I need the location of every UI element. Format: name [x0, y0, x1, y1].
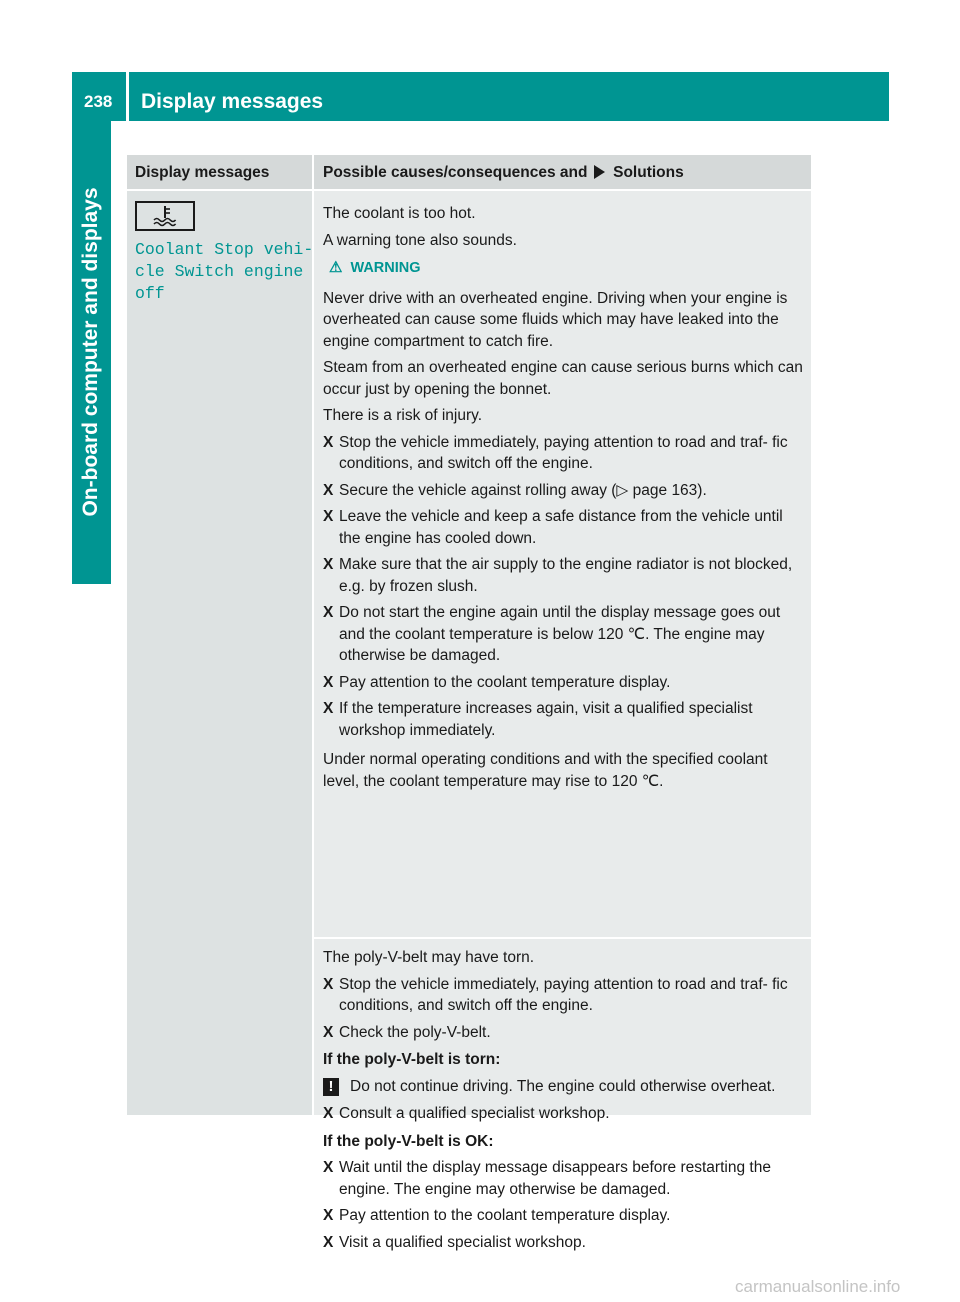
step-x-icon: X	[323, 673, 334, 691]
instruction-step	[323, 432, 805, 475]
instruction-step	[323, 1232, 805, 1254]
instruction-step	[323, 672, 805, 694]
step-x-icon: X	[323, 481, 334, 499]
instruction-step	[323, 698, 805, 741]
column-header-solutions	[314, 155, 811, 189]
column-header-prefix: Possible causes/consequences and	[323, 164, 588, 181]
warning-text: Steam from an overheated engine can cause serious burns which can occur just by opening the bonnet.	[323, 359, 803, 398]
paragraph: The coolant is too hot.	[323, 205, 476, 222]
message-line: cle Switch engine	[135, 262, 304, 281]
play-triangle-icon	[594, 165, 605, 179]
step-text: Pay attention to the coolant temperature display.	[339, 1207, 671, 1224]
solution-cell-belt-content	[314, 939, 811, 1251]
section-side-tab-label: On-board computer and displays	[79, 187, 102, 517]
instruction-step	[323, 1022, 805, 1044]
step-text: If the temperature increases again, visit a qualified specialist workshop immediately.	[339, 700, 753, 739]
display-message-text	[135, 239, 313, 305]
instruction-step	[323, 974, 805, 1017]
step-text: Make sure that the air supply to the engine radiator is not blocked, e.g. by frozen slush.	[339, 556, 793, 595]
step-text: Leave the vehicle and keep a safe distance from the vehicle until the engine has cooled down.	[339, 508, 783, 547]
subheading: If the poly-V-belt is torn:	[323, 1051, 501, 1068]
instruction-step	[323, 506, 805, 549]
instruction-step	[323, 602, 805, 667]
step-x-icon: X	[323, 700, 334, 717]
paragraph: Under normal operating conditions and with the specified coolant level, the coolant temperature may rise to 120 ℃.	[323, 751, 768, 790]
step-x-icon: X	[323, 508, 334, 525]
display-message-cell	[127, 191, 312, 1115]
step-text: Stop the vehicle immediately, paying attention to road and traf- fic conditions, and switch off the engine.	[339, 433, 788, 472]
step-x-icon: X	[323, 1023, 334, 1041]
watermark: carmanualsonline.info	[735, 1277, 901, 1296]
instruction-step	[323, 1103, 805, 1125]
step-x-icon: X	[323, 975, 334, 993]
instruction-step	[323, 1205, 805, 1227]
step-text: Visit a qualified specialist workshop.	[339, 1233, 586, 1251]
display-messages-table	[127, 155, 811, 1251]
warning-heading	[323, 257, 805, 280]
paragraph: The poly-V-belt may have torn.	[323, 949, 535, 966]
step-x-icon: X	[323, 1159, 334, 1176]
step-x-icon: X	[323, 1105, 334, 1122]
column-header-display-messages: Display messages	[127, 155, 312, 189]
step-text: Do not start the engine again until the display message goes out and the coolant temperature is below 120 ℃. The engine may otherwise be damaged.	[339, 604, 781, 664]
step-text: Consult a qualified specialist workshop.	[339, 1105, 610, 1122]
subheading: If the poly-V-belt is OK:	[323, 1132, 494, 1150]
step-text: Secure the vehicle against rolling away (▷ page 163).	[339, 481, 707, 499]
header-divider	[126, 72, 129, 121]
step-x-icon: X	[323, 604, 334, 621]
step-text: Stop the vehicle immediately, paying attention to road and traf- fic conditions, and switch off the engine.	[339, 975, 788, 1014]
exclamation-icon: !	[323, 1078, 339, 1096]
warning-text: Never drive with an overheated engine. Driving when your engine is overheated can cause some fluids which may have leaked into the engine compartment to catch fire.	[323, 289, 788, 350]
step-x-icon: X	[323, 556, 334, 573]
step-text: Check the poly-V-belt.	[339, 1023, 491, 1041]
page-number: 238	[84, 92, 113, 111]
page-title: Display messages	[141, 90, 324, 113]
message-line: off	[135, 284, 165, 303]
caution-note	[323, 1076, 805, 1098]
step-x-icon: X	[323, 1207, 334, 1224]
step-text: Pay attention to the coolant temperature display.	[339, 673, 671, 691]
column-header-suffix: Solutions	[613, 164, 684, 181]
step-x-icon: X	[323, 1233, 334, 1251]
solution-cell-overheat	[314, 191, 811, 937]
instruction-step	[323, 554, 805, 597]
paragraph: A warning tone also sounds.	[323, 231, 517, 249]
coolant-temperature-icon	[135, 201, 195, 231]
caution-text: Do not continue driving. The engine could otherwise overheat.	[350, 1077, 776, 1095]
step-text: Wait until the display message disappears before restarting the engine. The engine may otherwise be damaged.	[339, 1159, 771, 1198]
instruction-step	[323, 1157, 805, 1200]
warning-label: WARNING	[350, 260, 421, 276]
warning-text: There is a risk of injury.	[323, 407, 483, 424]
warning-triangle-icon: ⚠	[329, 259, 343, 276]
step-x-icon: X	[323, 433, 334, 451]
message-line: Coolant Stop vehi‐	[135, 240, 314, 259]
instruction-step	[323, 480, 805, 502]
